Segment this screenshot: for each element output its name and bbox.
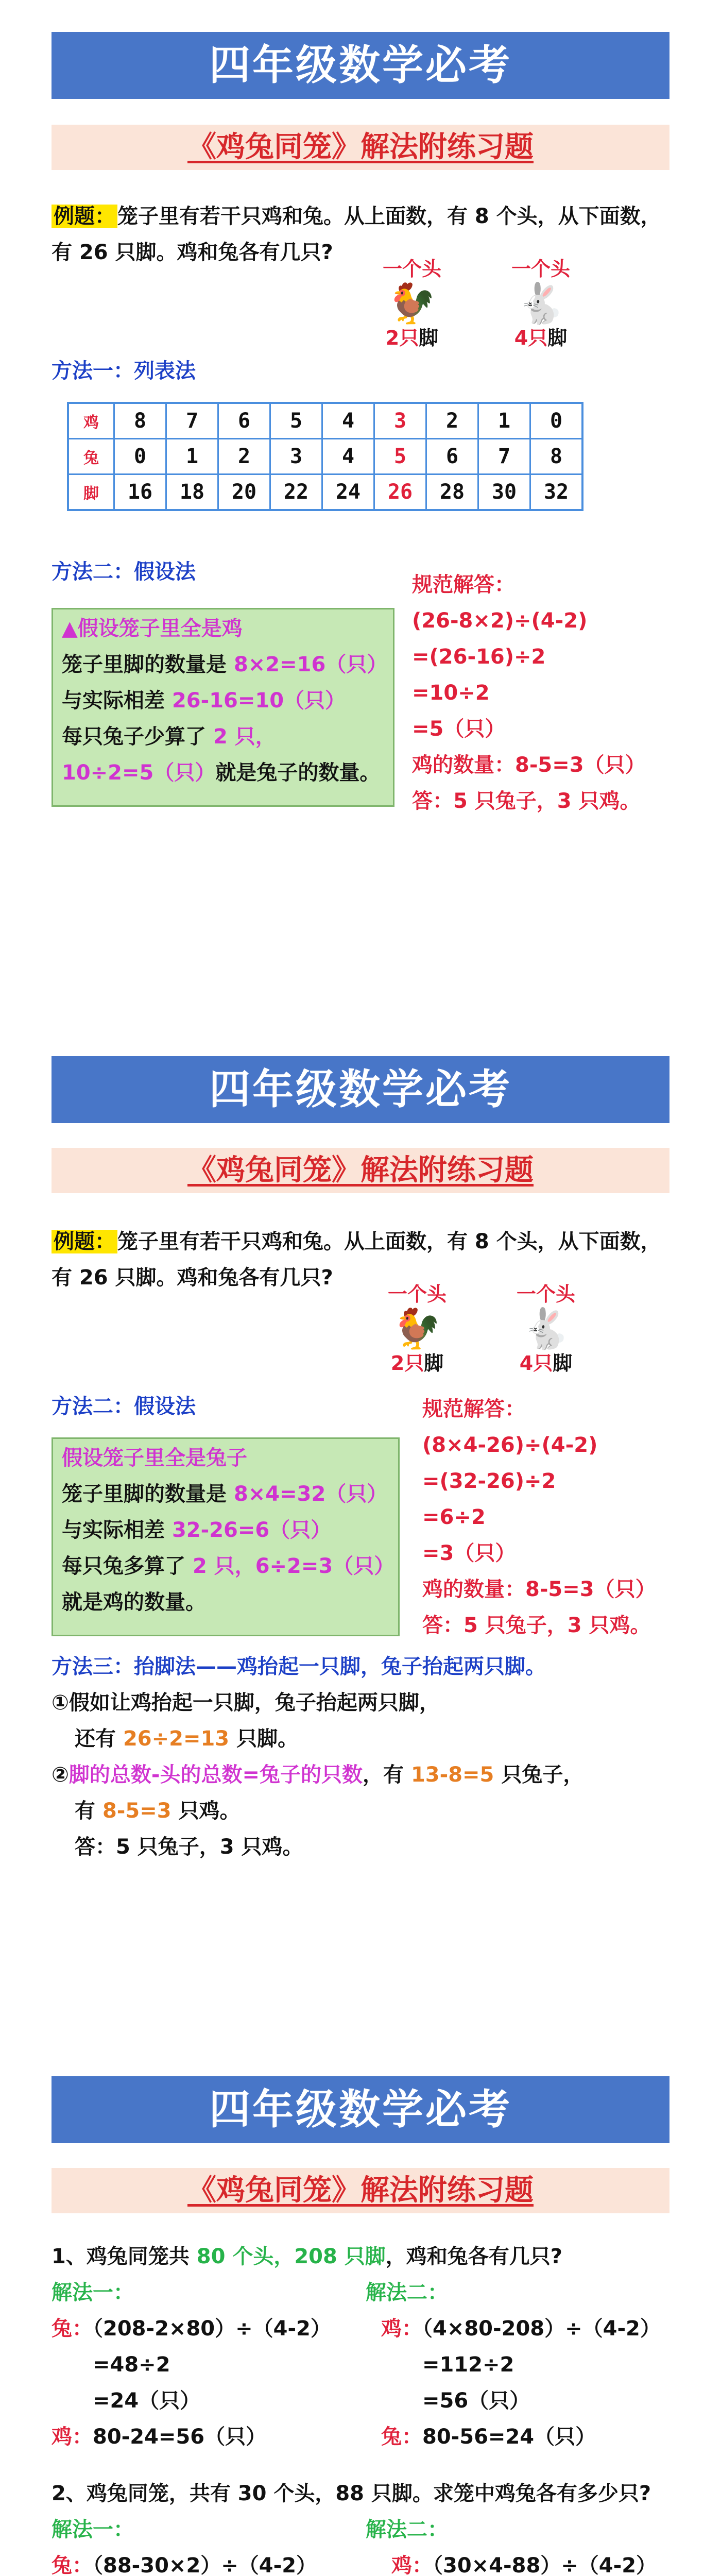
banner-title: 四年级数学必考 xyxy=(52,1056,670,1123)
method2-title: 方法二：假设法 xyxy=(52,560,196,584)
subtitle-bar xyxy=(52,125,670,170)
std-answer-title: 规范解答： xyxy=(412,573,515,597)
problem-line1: 例题： 笼子里有若干只鸡和兔。从上面数，有 8 个头，从下面数， xyxy=(52,1226,661,1257)
problem-line2: 有 26 只脚。鸡和兔各有几只? xyxy=(52,1266,333,1290)
rabbit-icon: 🐇 xyxy=(521,1306,571,1351)
assume-title: ▲假设笼子里全是鸡 xyxy=(62,617,243,640)
table-row-rabbit: 兔 0 1 2 3 4 5 6 7 8 xyxy=(68,439,582,474)
std-answer-title: 规范解答： xyxy=(422,1397,525,1421)
banner-title: 四年级数学必考 xyxy=(52,32,670,99)
method2-title: 方法二：假设法 xyxy=(52,1395,196,1418)
subtitle-bar xyxy=(52,1148,670,1193)
chicken-figure: 一个头 🐓 2只脚 xyxy=(376,1283,458,1375)
problem-label: 例题： xyxy=(52,205,117,228)
subtitle: 《鸡兔同笼》解法附练习题 xyxy=(187,2174,534,2207)
method3-title: 方法三：抬脚法——鸡抬起一只脚，兔子抬起两只脚。 xyxy=(52,1655,546,1679)
enumeration-table xyxy=(67,402,583,511)
table-row-chicken: 鸡 8 7 6 5 4 3 2 1 0 xyxy=(68,403,582,439)
chicken-figure: 一个头 🐓 2只脚 xyxy=(371,258,453,349)
exercise-2: 2、鸡兔同笼，共有 30 个头，88 只脚。求笼中鸡兔各有多少只? xyxy=(52,2482,651,2505)
subtitle: 《鸡兔同笼》解法附练习题 xyxy=(187,130,534,164)
table-row-feet: 脚 16 18 20 22 24 26 28 30 32 xyxy=(68,474,582,511)
section-exercises: 四年级数学必考 《鸡兔同笼》解法附练习题 1、鸡兔同笼共 80 个头，208 只脚，鸡和兔各有几只? 解法一： 解法二： 兔：（208-2×80）÷（4-2） =48÷2 =24（只） 鸡：80-24=56（只） 鸡：（4×80-208）÷（4-2） =112÷2 =56（只） 兔：80-56=24（只） 2、鸡兔同笼，共有 30 个头，88 只脚。求笼中鸡兔各有多少只? 解法一： 解法二： 兔：（88-30×2）÷（4-2） 鸡：（30×4-88）÷（4-2） xyxy=(0,2040,721,2576)
chicken-icon: 🐓 xyxy=(387,280,437,326)
problem-line2: 有 26 只脚。鸡和兔各有几只? xyxy=(52,241,333,264)
section-method2-3: 四年级数学必考 《鸡兔同笼》解法附练习题 例题： 笼子里有若干只鸡和兔。从上面数，有 8 个头，从下面数， 有 26 只脚。鸡和兔各有几只? 一个头 🐓 2只脚 一个头 🐇 4只脚 方法二：假设法 假设笼子里全是兔子 笼子里脚的数量是 8×4=32（只） 与实际相差 32-26=6（只） 每只兔多算了 2 只，6÷2=3（只） 就是鸡的数量。 规范解答： (8×4-26)÷(4-2) =(32-26)÷2 =6÷2 =3（只） 鸡的数量：8-5=3（只） 答：5 只兔子，3 只鸡。 方法三：抬脚法——鸡抬起一只脚，兔子抬起两只脚。 ①假如让鸡抬起一只脚，兔子抬起两只脚， 还有 26÷2=13 只脚。 ②脚的总数-头的总数=兔子的只数，有 13-8=5 只兔子， 有 8-5=3 只鸡。 答：5 只兔子，3 只鸡。 xyxy=(0,1030,721,2040)
subtitle: 《鸡兔同笼》解法附练习题 xyxy=(187,1154,534,1187)
problem-line1: 例题： 笼子里有若干只鸡和兔。从上面数，有 8 个头，从下面数， xyxy=(52,201,661,232)
banner-title: 四年级数学必考 xyxy=(52,2076,670,2143)
rabbit-figure: 一个头 🐇 4只脚 xyxy=(500,258,582,349)
rabbit-figure: 一个头 🐇 4只脚 xyxy=(505,1283,587,1375)
rabbit-icon: 🐇 xyxy=(516,280,565,326)
section-method1: 四年级数学必考 《鸡兔同笼》解法附练习题 例题： 笼子里有若干只鸡和兔。从上面数，有 8 个头，从下面数， 有 26 只脚。鸡和兔各有几只? 一个头 🐓 2只脚 一个头 🐇 4只脚 方法一：列表法 鸡 8 7 6 5 4 3 2 1 0 兔 0 1 2 3 4 5 6 7 8 脚 16 18 20 22 24 26 28 30 32 方法二：假设法 ▲假设笼子里全是鸡 笼子里脚的数量是 8×2=16（只） 与实际相差 26-16=10（只） 每只兔子少算了 2 只， 10÷2=5（只）就是兔子的数量。 规范解答： (26-8×2)÷(4-2) =(26-16)÷2 =10÷2 =5（只） 鸡的数量：8-5=3（只） 答：5 只兔子，3 只鸡。 xyxy=(0,0,721,1030)
subtitle-bar xyxy=(52,2168,670,2213)
method1-title: 方法一：列表法 xyxy=(52,359,196,383)
chicken-icon: 🐓 xyxy=(392,1306,442,1351)
exercise-1: 1、鸡兔同笼共 80 个头，208 只脚，鸡和兔各有几只? xyxy=(52,2245,562,2268)
